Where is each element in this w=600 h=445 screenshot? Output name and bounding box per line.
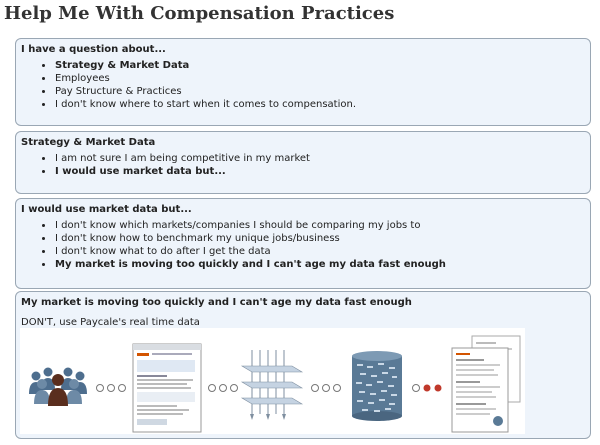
- data-layers-icon: [242, 350, 302, 420]
- panel-use-market-data-but: [15, 198, 591, 289]
- process-illustration-svg: [20, 328, 525, 434]
- option-use-market-data-but[interactable]: I would use market data but...: [55, 165, 585, 178]
- option-employees[interactable]: Employees: [55, 72, 585, 85]
- option-pay-structure[interactable]: Pay Structure & Practices: [55, 85, 585, 98]
- people-group-icon: [29, 368, 87, 407]
- option-list: [21, 59, 585, 111]
- option-dont-know-where-to-start[interactable]: I don't know where to start when it comes to compensation.: [55, 98, 585, 111]
- option-after-get-data[interactable]: I don't know what to do after I get the data: [55, 245, 585, 258]
- report-pages-icon: [452, 336, 520, 432]
- option-benchmark-unique-jobs[interactable]: I don't know how to benchmark my unique jobs/business: [55, 232, 585, 245]
- database-cylinder-icon: [352, 351, 402, 421]
- option-market-moving-quickly[interactable]: My market is moving too quickly and I can't age my data fast enough: [55, 258, 585, 271]
- step-dots-icon: [312, 385, 341, 392]
- page-title: Help Me With Compensation Practices: [4, 3, 395, 24]
- panel-title: Strategy & Market Data: [21, 137, 156, 148]
- step-dots-icon: [209, 385, 238, 392]
- panel-market-moving-quickly: [15, 291, 591, 439]
- process-illustration: [20, 328, 525, 434]
- option-not-competitive[interactable]: I am not sure I am being competitive in my market: [55, 152, 585, 165]
- panel-title: I would use market data but...: [21, 204, 192, 215]
- panel-strategy-market-data: [15, 131, 591, 194]
- report-document-icon: [133, 344, 201, 432]
- step-dots-icon: [97, 385, 126, 392]
- option-strategy-market-data[interactable]: Strategy & Market Data: [55, 59, 585, 72]
- panel-title: I have a question about...: [21, 44, 166, 55]
- panel-question-about: [15, 38, 591, 126]
- panel-title: My market is moving too quickly and I can't age my data fast enough: [21, 297, 412, 308]
- option-list: [21, 219, 585, 271]
- answer-text: DON'T, use Paycale's real time data: [21, 317, 200, 328]
- option-list: [21, 152, 585, 178]
- step-dots-icon: [413, 385, 442, 392]
- option-which-markets[interactable]: I don't know which markets/companies I should be comparing my jobs to: [55, 219, 585, 232]
